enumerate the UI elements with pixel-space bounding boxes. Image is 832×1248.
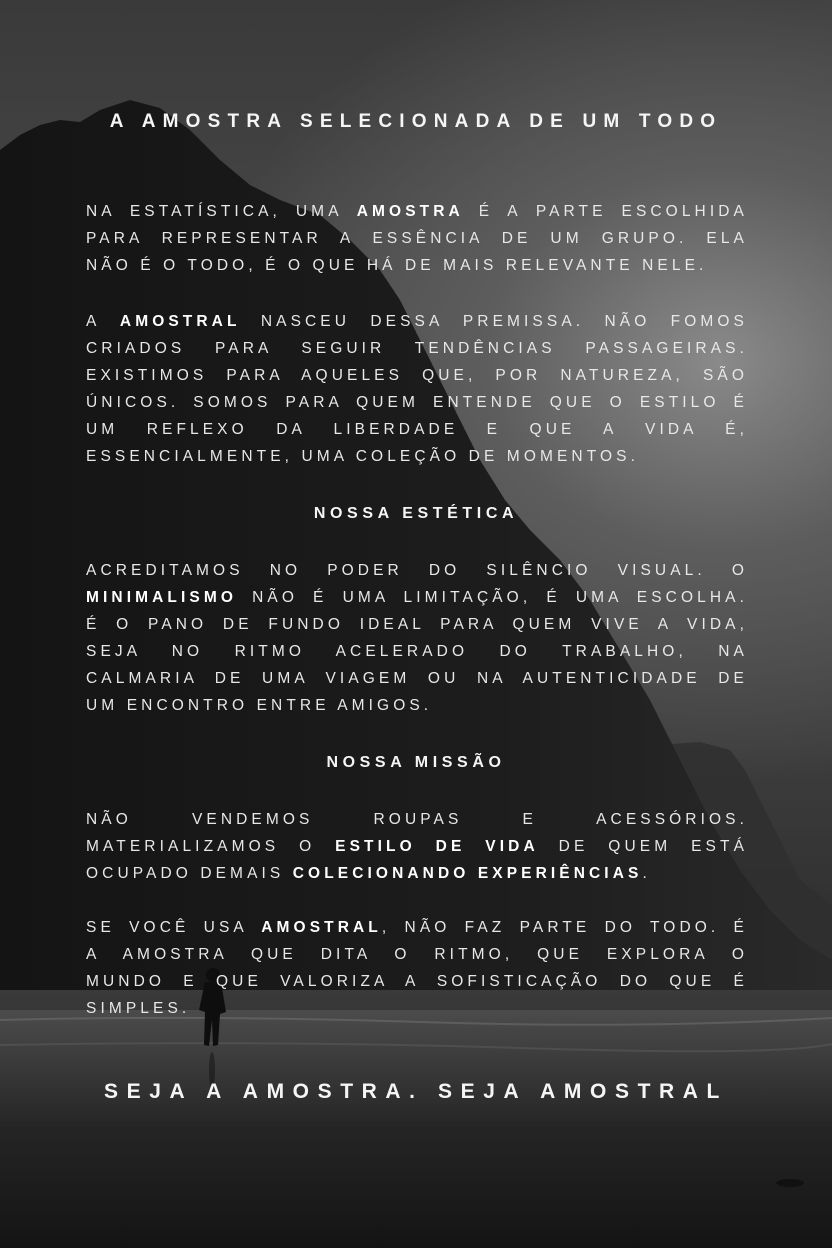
emphasis-colecionando: COLECIONANDO EXPERIÊNCIAS bbox=[292, 865, 643, 882]
wet-sand-sheen bbox=[0, 1010, 832, 1130]
text-line: EXISTIMOS PARA AQUELES QUE, POR NATUREZA, SÃO bbox=[86, 367, 748, 384]
paragraph-amostral bbox=[86, 308, 748, 470]
section-title-estetica: NOSSA ESTÉTICA bbox=[313, 505, 519, 522]
text: . bbox=[642, 865, 651, 882]
text: NA ESTATÍSTICA, UMA bbox=[86, 203, 357, 220]
text-line: ESSENCIALMENTE, UMA COLEÇÃO DE MOMENTOS. bbox=[86, 448, 640, 465]
text-line: UM ENCONTRO ENTRE AMIGOS. bbox=[86, 697, 433, 714]
text-line: CRIADOS PARA SEGUIR TENDÊNCIAS PASSAGEIRAS. bbox=[86, 340, 748, 357]
text: DE QUEM ESTÁ bbox=[538, 838, 748, 855]
section-title-missao: NOSSA MISSÃO bbox=[326, 754, 506, 771]
text: A bbox=[86, 313, 120, 330]
text-line: SEJA NO RITMO ACELERADO DO TRABALHO, NA bbox=[86, 643, 748, 660]
emphasis-minimalismo: MINIMALISMO bbox=[86, 589, 238, 606]
paragraph-closing-text bbox=[86, 914, 748, 1022]
emphasis-amostral: AMOSTRAL bbox=[119, 313, 241, 330]
text: SE VOCÊ USA bbox=[86, 919, 262, 936]
emphasis-estilo-de-vida: ESTILO DE VIDA bbox=[335, 838, 539, 855]
text: MATERIALIZAMOS O bbox=[86, 838, 336, 855]
page-title: A AMOSTRA SELECIONADA DE UM TODO bbox=[109, 111, 723, 132]
rock bbox=[776, 1179, 804, 1187]
text-line: CALMARIA DE UMA VIAGEM OU NA AUTENTICIDADE DE bbox=[86, 670, 748, 687]
text: NASCEU DESSA PREMISSA. NÃO FOMOS bbox=[240, 313, 748, 330]
text-line: SIMPLES. bbox=[86, 1000, 191, 1017]
paragraph-intro bbox=[86, 198, 748, 279]
text: NÃO É UMA LIMITAÇÃO, É UMA ESCOLHA. bbox=[237, 589, 748, 606]
paragraph-estetica bbox=[86, 557, 748, 719]
text-line: A AMOSTRA QUE DITA O RITMO, QUE EXPLORA O bbox=[86, 946, 748, 963]
paragraph-missao bbox=[86, 806, 748, 887]
text-line: ÚNICOS. SOMOS PARA QUEM ENTENDE QUE O ESTILO É bbox=[86, 394, 748, 411]
text-line: MUNDO E QUE VALORIZA A SOFISTICAÇÃO DO QUE É bbox=[86, 973, 748, 990]
emphasis-amostra: AMOSTRA bbox=[356, 203, 464, 220]
emphasis-amostral: AMOSTRAL bbox=[261, 919, 382, 936]
text: , NÃO FAZ PARTE DO TODO. É bbox=[381, 919, 748, 936]
text: OCUPADO DEMAIS bbox=[86, 865, 293, 882]
text: É A PARTE ESCOLHIDA bbox=[463, 203, 748, 220]
text-line: É O PANO DE FUNDO IDEAL PARA QUEM VIVE A VIDA, bbox=[86, 616, 748, 633]
text-line: ACREDITAMOS NO PODER DO SILÊNCIO VISUAL. O bbox=[86, 562, 748, 579]
text-line: PARA REPRESENTAR A ESSÊNCIA DE UM GRUPO. ELA bbox=[86, 230, 748, 247]
closing-slogan: SEJA A AMOSTRA. SEJA AMOSTRAL bbox=[104, 1080, 728, 1103]
text-line: NÃO É O TODO, É O QUE HÁ DE MAIS RELEVANTE NELE. bbox=[86, 257, 708, 274]
text-line: NÃO VENDEMOS ROUPAS E ACESSÓRIOS. bbox=[86, 811, 748, 828]
text-line: UM REFLEXO DA LIBERDADE E QUE A VIDA É, bbox=[86, 421, 748, 438]
